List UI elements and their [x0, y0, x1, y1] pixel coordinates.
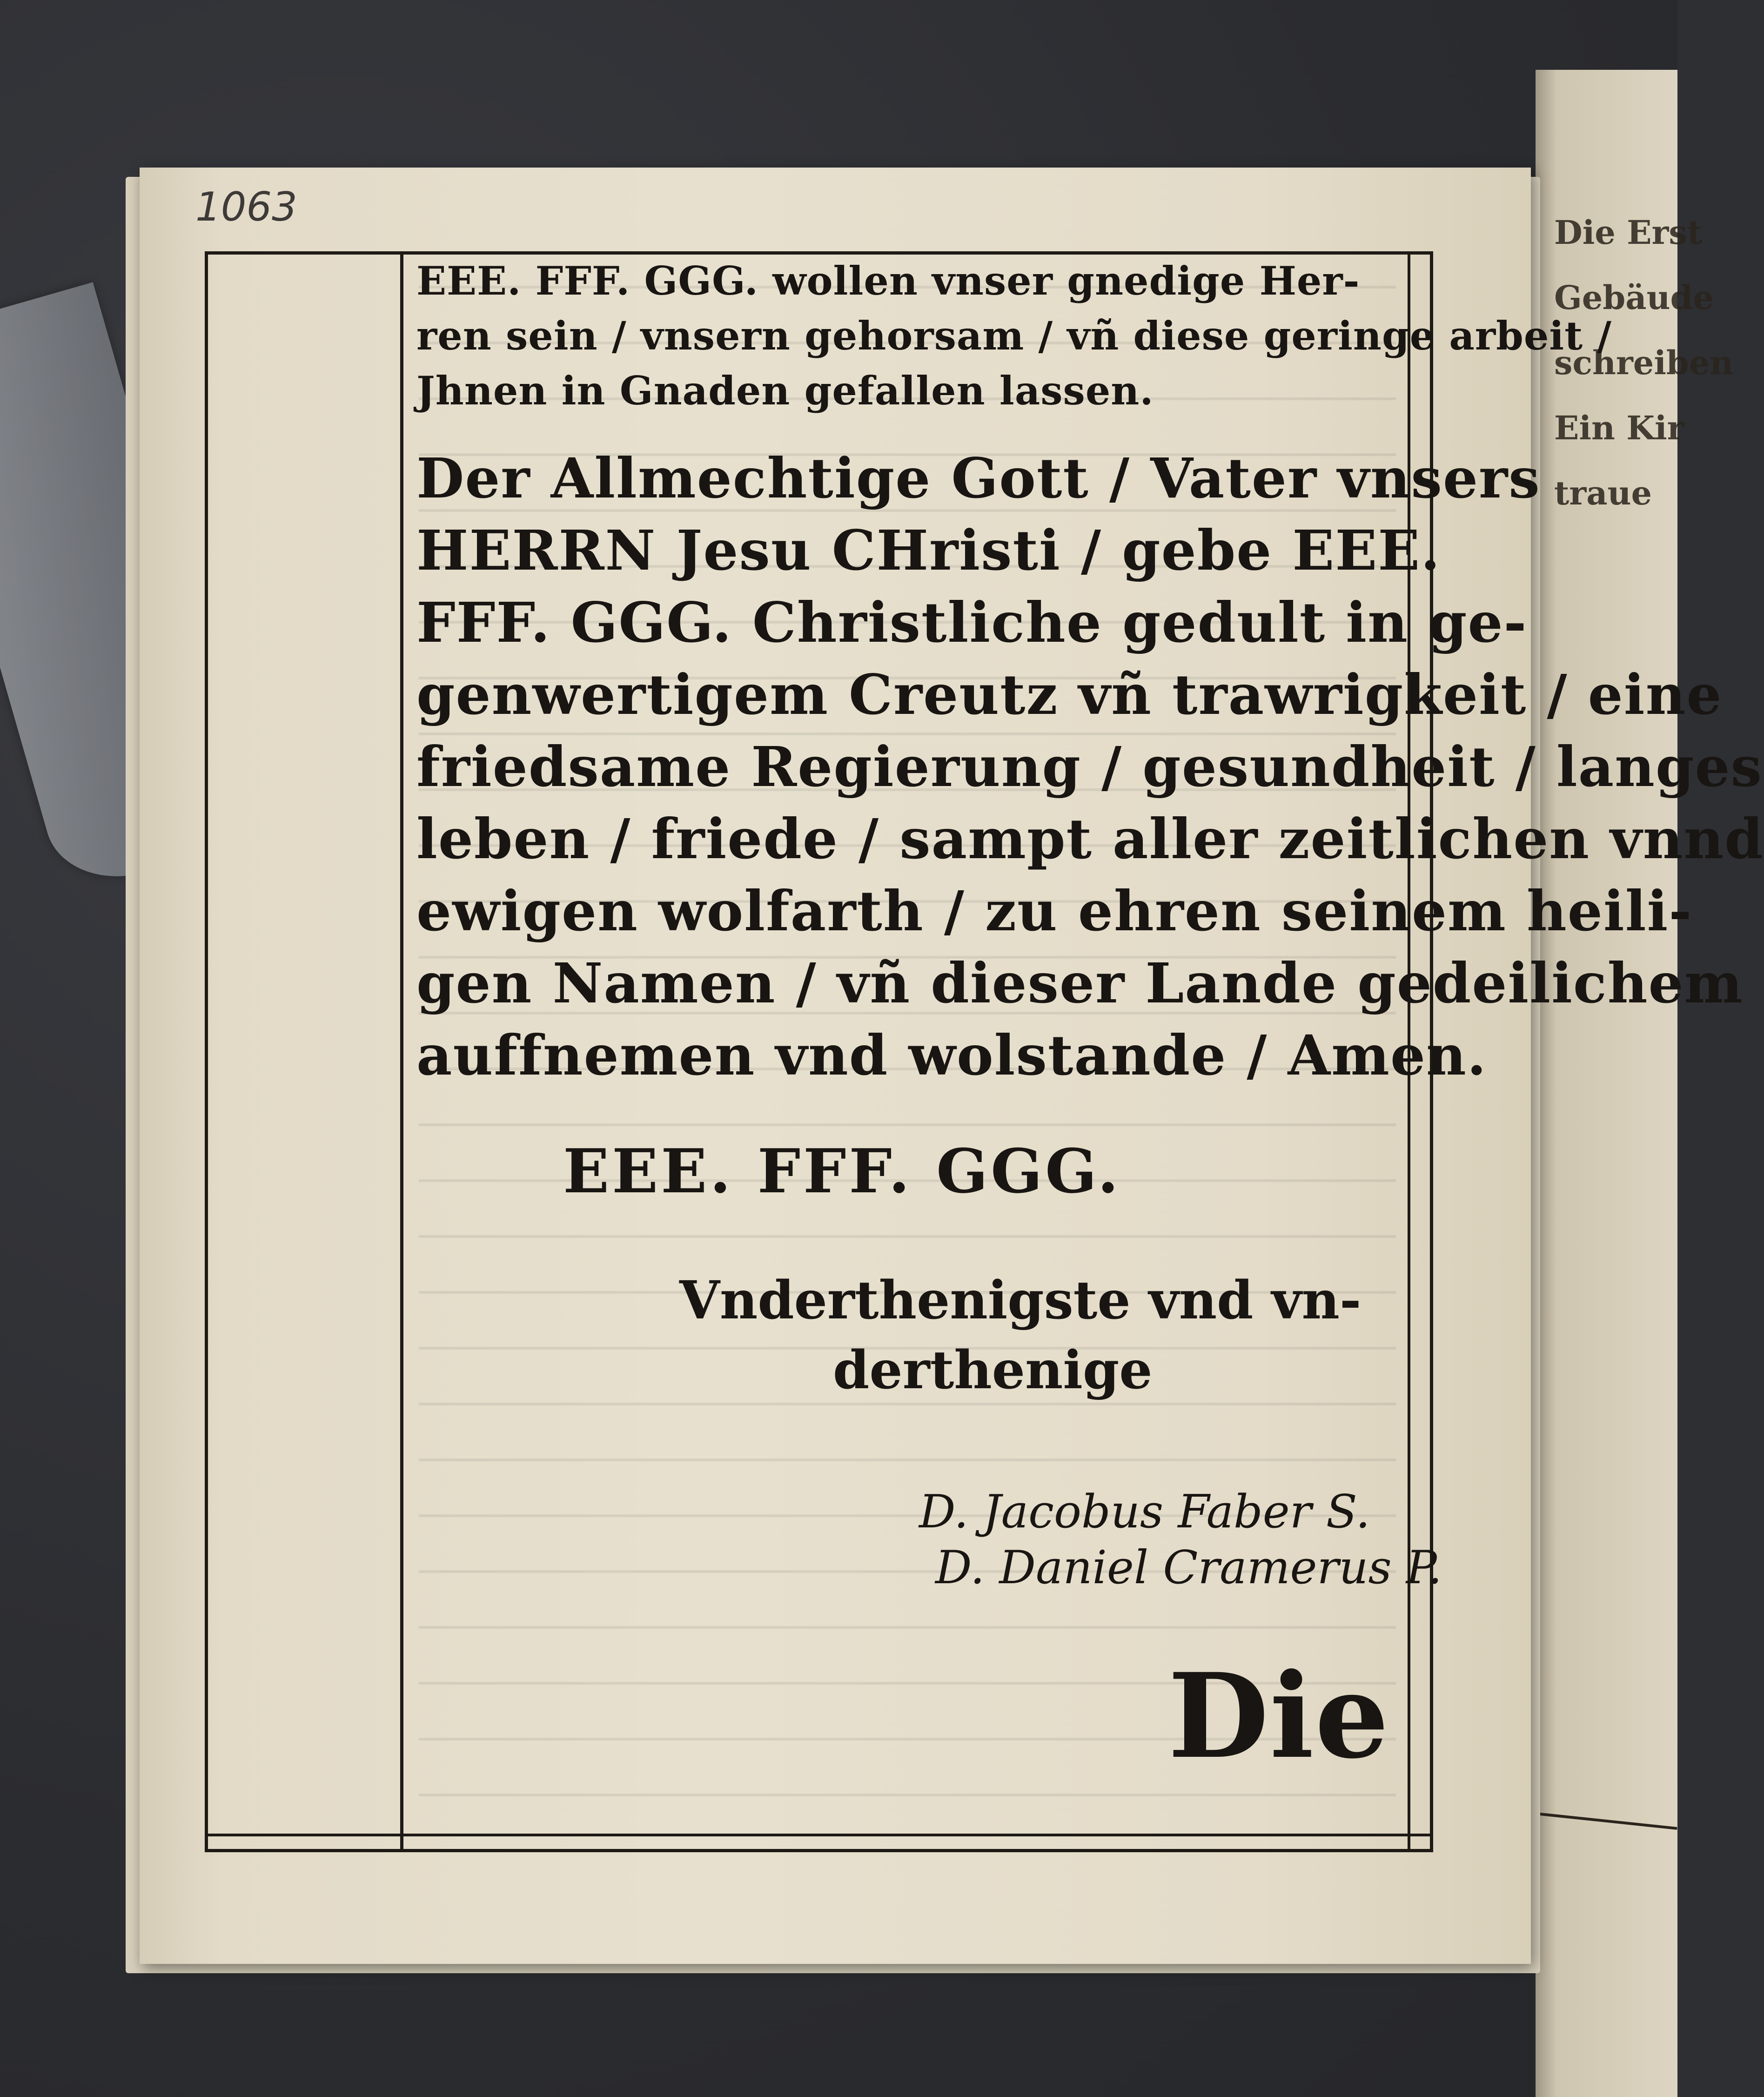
text-line: leben / friede / sampt aller zeitlichen vnnd	[416, 807, 1764, 871]
facing-page-rule	[1536, 1812, 1677, 1830]
catchword: Die	[1168, 1647, 1390, 1784]
salutation: EEE. FFF. GGG.	[563, 1136, 1121, 1207]
manuscript-number: 1063	[195, 184, 297, 230]
text-line: Der Allmechtige Gott / Vater vnsers	[416, 446, 1541, 511]
closing	[679, 1266, 1361, 1405]
closing-line: Vnderthenigste vnd vn-	[679, 1270, 1362, 1331]
text-line: ren sein / vnsern gehorsam / vñ diese geringe arbeit /	[416, 313, 1612, 359]
signature-faber: D. Jacobus Faber S.	[919, 1485, 1370, 1539]
paragraph-1	[416, 254, 1612, 418]
text-line: genwertigem Creutz vñ trawrigkeit / eine	[416, 662, 1723, 727]
facing-page-text: Die Erst Gebäude schreiben Ein Kir traue	[1554, 213, 1734, 512]
text-line: friedsame Regierung / gesundheit / langes	[416, 734, 1763, 799]
frame-bottom-rule	[205, 1834, 1433, 1836]
text-line: HERRN Jesu CHristi / gebe EEE.	[416, 518, 1441, 583]
text-line: EEE. FFF. GGG. wollen vnser gnedige Her-	[416, 258, 1360, 304]
text-line: auffnemen vnd wolstande / Amen.	[416, 1023, 1487, 1088]
closing-line: derthenige	[833, 1340, 1153, 1401]
frame-margin-rule	[400, 251, 403, 1852]
text-line: FFF. GGG. Christliche gedult in ge-	[416, 590, 1528, 655]
text-line: Jhnen in Gnaden gefallen lassen.	[416, 368, 1154, 414]
paragraph-2	[416, 442, 1764, 1091]
text-line: gen Namen / vñ dieser Lande gedeilichem	[416, 951, 1744, 1015]
signature-cramerus: D. Daniel Cramerus P.	[935, 1541, 1442, 1594]
text-line: ewigen wolfarth / zu ehren seinem heili-	[416, 879, 1693, 943]
